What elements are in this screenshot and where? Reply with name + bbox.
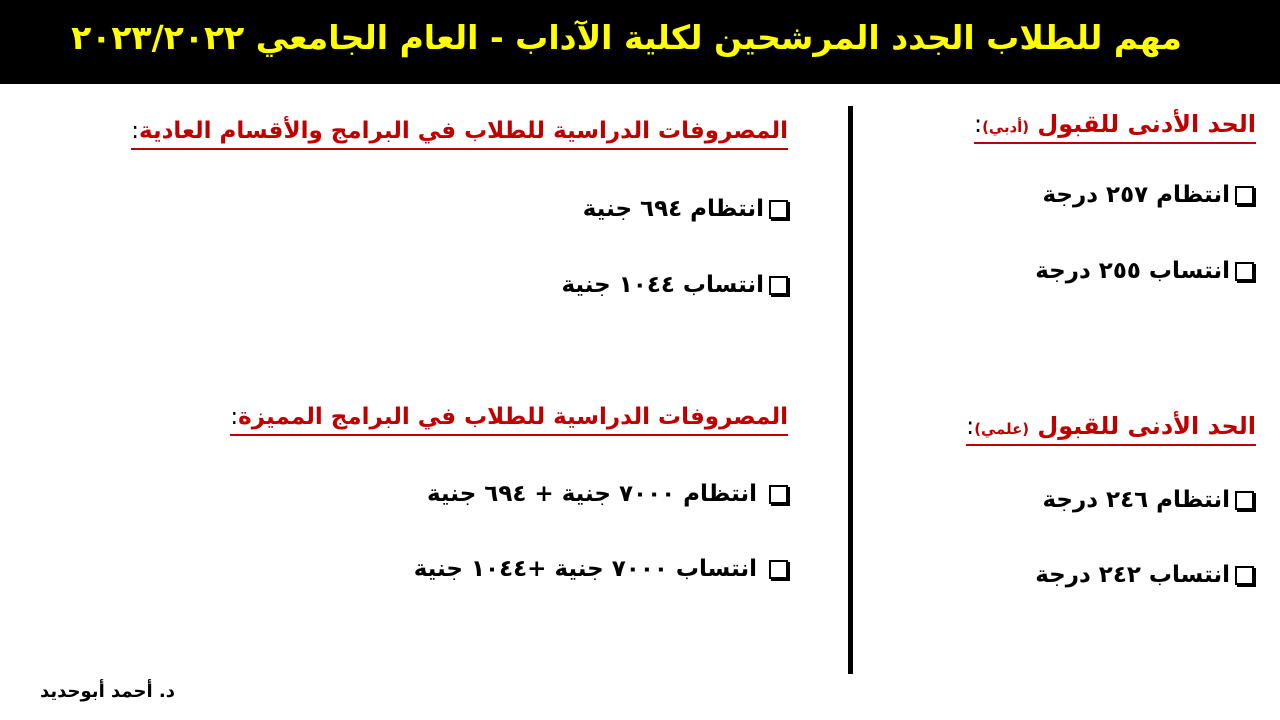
regular-fees-heading (131, 118, 788, 150)
regular-fees-item-affiliated-label: انتساب ١٠٤٤ جنية (561, 272, 764, 298)
literary-item-affiliated (1035, 258, 1254, 284)
scientific-heading-type: (علمي) (974, 420, 1030, 438)
literary-item-affiliated-label: انتساب ٢٥٥ درجة (1035, 258, 1230, 284)
distinguished-fees-heading-colon: : (230, 404, 239, 430)
distinguished-fees-item-affiliated (414, 556, 788, 582)
author-name: د. أحمد أبوحديد (40, 681, 175, 702)
regular-fees-item-regular (583, 196, 788, 222)
literary-item-regular-label: انتظام ٢٥٧ درجة (1042, 182, 1230, 208)
title-banner (0, 0, 1280, 84)
distinguished-fees-item-regular (427, 481, 788, 507)
regular-fees-item-regular-label: انتظام ٦٩٤ جنية (582, 196, 764, 222)
literary-heading-colon: : (974, 110, 983, 138)
regular-fees-heading-colon: : (131, 118, 139, 144)
literary-min-heading (974, 110, 1256, 144)
scientific-item-affiliated (1035, 562, 1254, 588)
checkbox-icon (769, 560, 788, 579)
checkbox-icon (769, 276, 788, 295)
literary-item-regular (1042, 182, 1254, 208)
scientific-item-regular (1042, 487, 1254, 513)
distinguished-fees-item-affiliated-label: انتساب ٧٠٠٠ جنية +١٠٤٤ جنية (413, 556, 757, 582)
distinguished-fees-item-regular-label: انتظام ٧٠٠٠ جنية + ٦٩٤ جنية (426, 481, 757, 507)
scientific-heading-main: الحد الأدنى للقبول (1037, 412, 1256, 440)
regular-fees-heading-text: المصروفات الدراسية للطلاب في البرامج والأقسام العادية (139, 118, 788, 144)
page-title: مهم للطلاب الجدد المرشحين لكلية الآداب - العام الجامعي ٢٠٢٣/٢٠٢٢ (71, 18, 1182, 57)
scientific-item-affiliated-label: انتساب ٢٤٢ درجة (1035, 562, 1230, 588)
checkbox-icon (1235, 262, 1254, 281)
distinguished-fees-heading-text: المصروفات الدراسية للطلاب في البرامج المميزة (238, 404, 788, 430)
regular-fees-item-affiliated (561, 272, 788, 298)
checkbox-icon (1235, 566, 1254, 585)
checkbox-icon (769, 200, 788, 219)
scientific-min-heading (966, 412, 1256, 446)
distinguished-fees-heading (230, 404, 788, 436)
literary-heading-main: الحد الأدنى للقبول (1037, 110, 1256, 138)
column-divider (848, 106, 853, 674)
checkbox-icon (769, 485, 788, 504)
scientific-heading-colon: : (966, 412, 975, 440)
literary-heading-type: (أدبي) (982, 118, 1030, 136)
checkbox-icon (1235, 186, 1254, 205)
checkbox-icon (1235, 491, 1254, 510)
scientific-item-regular-label: انتظام ٢٤٦ درجة (1042, 487, 1230, 513)
